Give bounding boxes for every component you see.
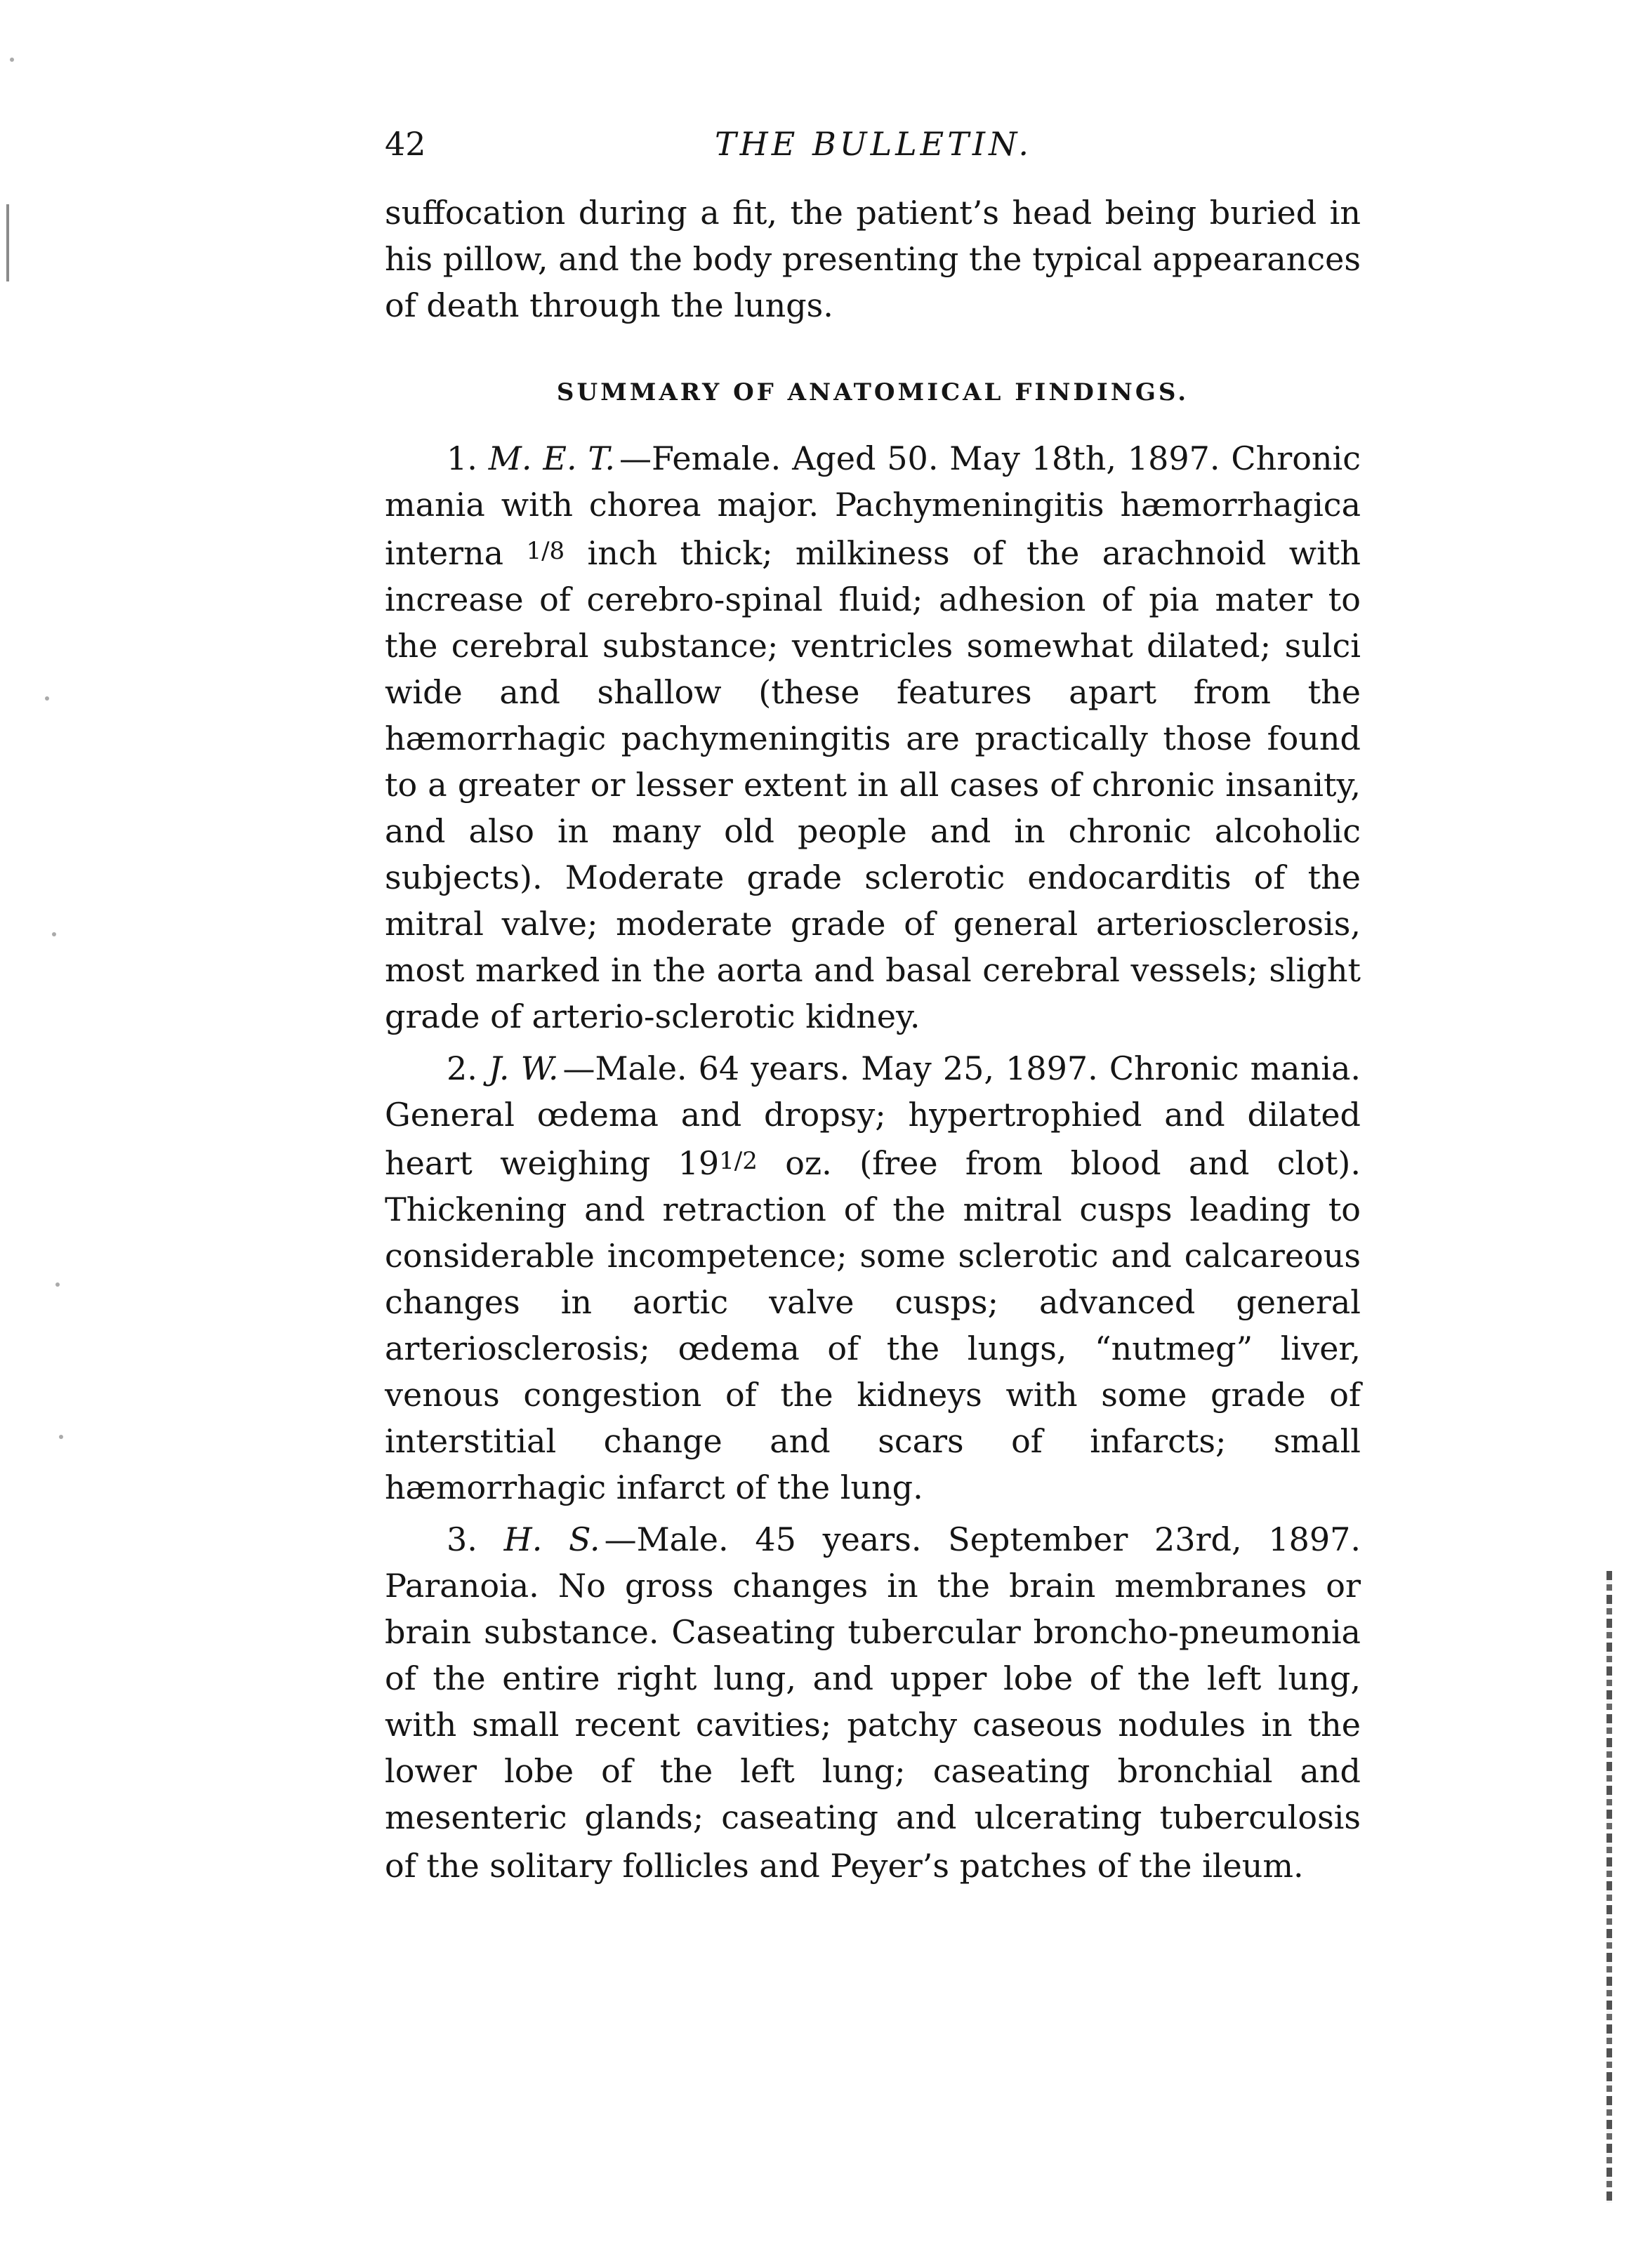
scan-speck xyxy=(52,932,56,936)
running-head xyxy=(385,105,1361,183)
case-text: —Male. 45 years. September 23rd, 1897. Paranoia. No gross changes in the brain membranes or brain substance. Caseating tubercular broncho-pneumonia of the entire right lung, and upper lobe of the left lung, with small recent cavities; patchy caseous nodules in the lower lobe of the left lung; caseating bronchial and mesenteric glands; caseating and ulcerating tuberculosis of the solitary follicles and Peyer’s patches of the ileum. xyxy=(385,1520,1361,1885)
case-entry xyxy=(385,1516,1361,1889)
intro-paragraph: suffocation during a fit, the patient’s head being buried in his pillow, and the body presenting the typical appearances of death through the lungs. xyxy=(385,194,1361,324)
case-number: 2. xyxy=(447,1049,477,1087)
scan-speck xyxy=(45,696,49,701)
document-page xyxy=(385,105,1361,1895)
case-text: inch thick; milkiness of the arachnoid with increase of cerebro-spinal fluid; adhesion of pia mater to the cerebral substance; ventricles somewhat dilated; sulci wide and shallow (these features apart from the hæmorrhagic pachymeningitis are practically those found to a greater or lesser extent in all cases of chronic insanity, and also in many old people and in chronic alcoholic subjects). Moderate grade sclerotic endocarditis of the mitral valve; moderate grade of general arteriosclerosis, most marked in the aorta and basal cerebral vessels; slight grade of arterio-sclerotic kidney. xyxy=(385,534,1361,1035)
scan-speck xyxy=(59,1435,63,1439)
case-entry xyxy=(385,1045,1361,1511)
case-number: 3. xyxy=(447,1520,477,1558)
case-number: 1. xyxy=(447,439,477,477)
fraction: 1/8 xyxy=(526,537,565,565)
case-initials: J. W. xyxy=(489,1049,559,1087)
case-initials: M. E. T. xyxy=(488,439,615,477)
scan-speck xyxy=(10,58,14,62)
case-text: oz. (free from blood and clot). Thickening and retraction of the mitral cusps leading to considerable incompetence; some sclerotic and calcareous changes in aortic valve cusps; advanced general arteriosclerosis; œdema of the lungs, “nutmeg” liver, venous congestion of the kidneys with some grade of interstitial change and scars of infarcts; small hæmorrhagic infarct of the lung. xyxy=(385,1144,1361,1506)
case-text: —Female. Aged 50. May 18th, 1897. Chronic mania with chorea major. Pachymeningitis hæmorrhagica interna xyxy=(385,439,1361,572)
case-text: —Male. 64 years. May 25, 1897. Chronic mania. General œdema and dropsy; hypertrophied and dilated heart weighing 19 xyxy=(385,1049,1361,1182)
journal-title: THE BULLETIN. xyxy=(715,125,1033,163)
case-entry xyxy=(385,435,1361,1040)
case-initials: H. S. xyxy=(503,1520,600,1558)
scan-speck xyxy=(55,1282,60,1287)
section-heading: SUMMARY OF ANATOMICAL FINDINGS. xyxy=(556,378,1189,406)
scan-speck xyxy=(6,204,9,281)
fraction: 1/2 xyxy=(719,1147,758,1175)
scan-edge-shadow xyxy=(1606,1571,1612,2203)
page-number: 42 xyxy=(385,125,426,163)
